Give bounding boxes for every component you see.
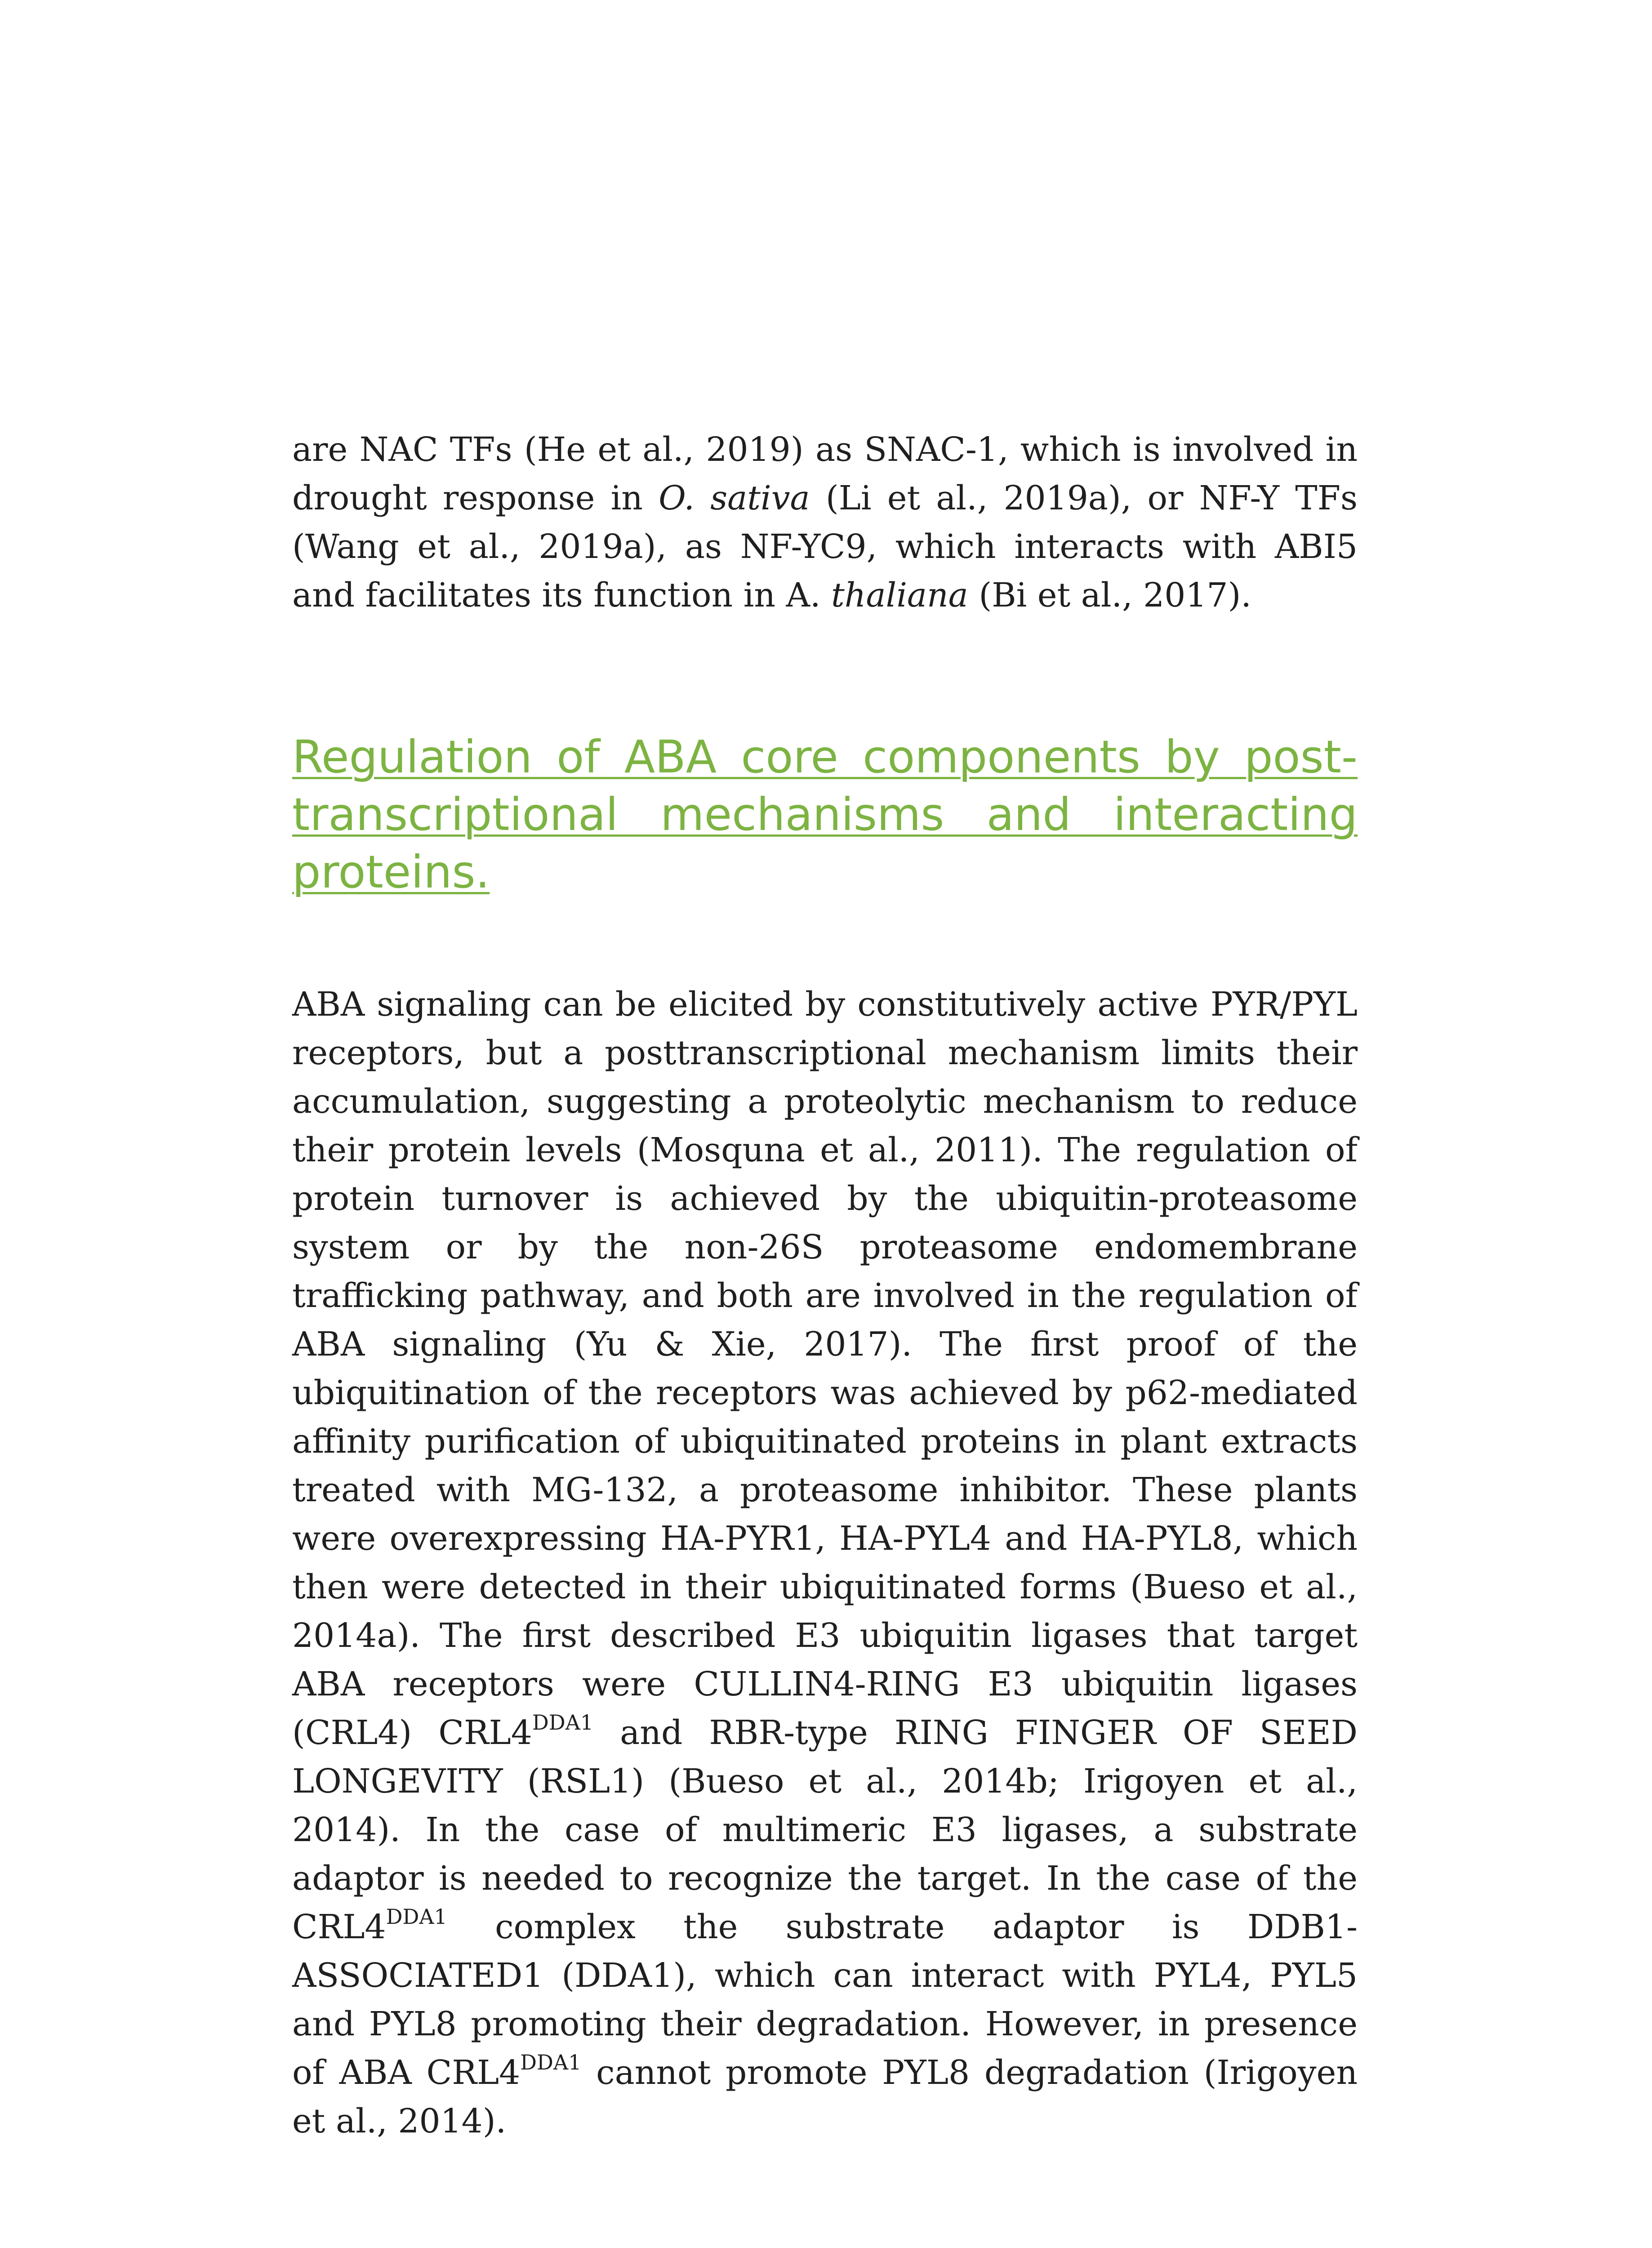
superscript-dda1: DDA1 xyxy=(520,2050,582,2075)
section-heading: Regulation of ABA core components by post-transcriptional mechanisms and interacting proteins. xyxy=(292,731,1358,898)
main-text-3: complex the substrate adaptor is DDB1-ASSOCIATED1 (DDA1), which can interact with PYL4, PYL5 and PYL8 promoting their degradation. However, in presence of ABA CRL4 xyxy=(292,1908,1358,2092)
main-text-2: and RBR-type RING FINGER OF SEED LONGEVITY (RSL1) (Bueso et al., 2014b; Irigoyen et al., 2014). In the case of multimeric E3 ligases, a substrate adaptor is needed to recognize the target. In the case of the CRL4 xyxy=(292,1713,1358,1946)
superscript-dda1: DDA1 xyxy=(386,1905,447,1929)
main-text-4: cannot promote PYL8 degradation (Irigoyen et al., 2014). xyxy=(292,2053,1358,2141)
intro-text-2: (Li et al., 2019a), or NF-Y TFs (Wang et al., 2019a), as NF-YC9, which interacts with ABI5 and facilitates its function in xyxy=(292,479,1358,615)
intro-paragraph xyxy=(292,425,1358,620)
main-text-1: ABA signaling can be elicited by constitutively active PYR/PYL receptors, but a posttranscriptional mechanism limits their accumulation, suggesting a proteolytic mechanism to reduce their protein levels (Mosquna et al., 2011). The regulation of protein turnover is achieved by the ubiquitin-proteasome system or by the non-26S proteasome endomembrane trafficking pathway, and both are involved in the regulation of ABA signaling (Yu & Xie, 2017). The first proof of the ubiquitination of the receptors was achieved by p62-mediated affinity purification of ubiquitinated proteins in plant extracts treated with MG-132, a proteasome inhibitor. These plants were overexpressing HA-PYR1, HA-PYL4 and HA-PYL8, which then were detected in their ubiquitinated forms (Bueso et al., 2014a). The first described E3 ubiquitin ligases that target ABA receptors were CULLIN4-RING E3 ubiquitin ligases (CRL4) CRL4 xyxy=(292,985,1358,1752)
main-paragraph xyxy=(292,980,1358,2145)
intro-text-1: are NAC TFs (He et al., 2019) as SNAC-1, which is involved in drought response in xyxy=(292,430,1358,517)
species-genus-a: A. xyxy=(786,576,821,615)
superscript-dda1: DDA1 xyxy=(532,1710,594,1735)
species-thaliana: thaliana xyxy=(831,576,968,615)
species-o-sativa: O. sativa xyxy=(659,479,810,517)
intro-text-3: (Bi et al., 2017). xyxy=(968,576,1251,615)
